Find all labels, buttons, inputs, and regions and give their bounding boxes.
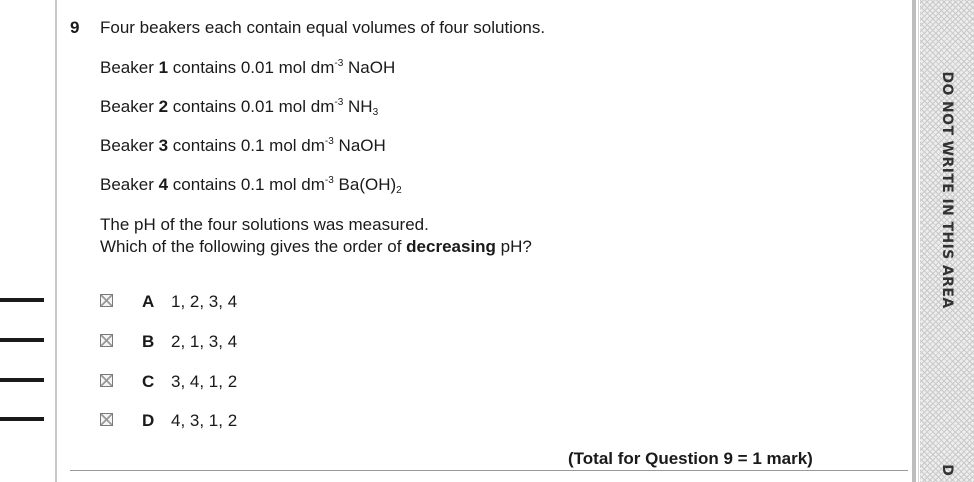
beaker-line-2: Beaker 2 contains 0.01 mol $dm^{-3}$ $NH_3$: [100, 97, 379, 118]
question-divider: [70, 470, 908, 471]
option-text: 3, 4, 1, 2: [171, 372, 238, 391]
margin-tick-mark: [0, 298, 44, 302]
prompt-line-1: The pH of the four solutions was measured.: [100, 215, 429, 234]
option-letter: D: [142, 411, 155, 430]
option-letter: A: [142, 292, 155, 311]
option-text: 2, 1, 3, 4: [171, 332, 238, 351]
question-number: 9: [70, 18, 80, 37]
beaker-line-1: Beaker 1 contains 0.01 mol $dm^{-3}$ NaOH: [100, 58, 396, 77]
right-margin-rule: [912, 0, 916, 482]
margin-tick-mark: [0, 338, 44, 342]
right-margin-rule-thin: [918, 0, 919, 482]
left-margin-rule: [55, 0, 57, 482]
question-total-marks: (Total for Question 9 = 1 mark): [568, 449, 813, 468]
beaker-line-3: Beaker 3 contains 0.1 mol $dm^{-3}$ NaOH: [100, 136, 386, 155]
option-letter: B: [142, 332, 155, 351]
option-d-checkbox[interactable]: [100, 413, 113, 426]
option-a-checkbox[interactable]: [100, 294, 113, 307]
beaker-line-4: Beaker 4 contains 0.1 mol $dm^{-3}$ $Ba(OH)_2$: [100, 175, 402, 196]
option-b-checkbox[interactable]: [100, 334, 113, 347]
do-not-write-label: DO NOT WRITE IN THIS AREA: [939, 71, 955, 309]
option-text: 4, 3, 1, 2: [171, 411, 238, 430]
option-text: 1, 2, 3, 4: [171, 292, 238, 311]
option-c-checkbox[interactable]: [100, 374, 113, 387]
prompt-line-2: Which of the following gives the order of decreasing pH?: [100, 237, 532, 256]
option-letter: C: [142, 372, 155, 391]
question-stem: Four beakers each contain equal volumes of four solutions.: [100, 18, 546, 37]
do-not-write-label-partial: D: [939, 464, 955, 476]
margin-tick-mark: [0, 417, 44, 421]
margin-tick-mark: [0, 378, 44, 382]
